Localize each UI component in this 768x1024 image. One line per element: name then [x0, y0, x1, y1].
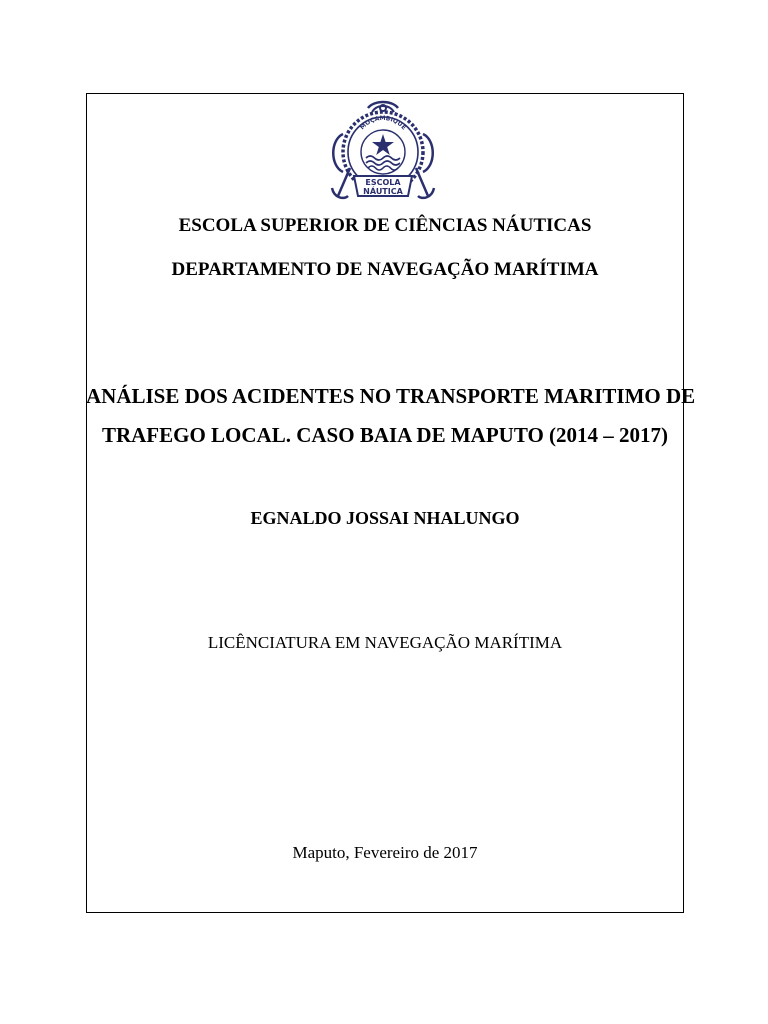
institution-name: ESCOLA SUPERIOR DE CIÊNCIAS NÁUTICAS [178, 215, 592, 236]
department-name: DEPARTAMENTO DE NAVEGAÇÃO MARÍTIMA [171, 259, 599, 280]
school-emblem-logo [324, 100, 442, 206]
place-and-date: Maputo, Fevereiro de 2017 [292, 843, 478, 862]
thesis-title-line-1: ANÁLISE DOS ACIDENTES NO TRANSPORTE MARITIMO DE [86, 384, 696, 408]
emblem-ribbon-line-2: NÁUTICA [363, 187, 403, 196]
degree-program: LICÊNCIATURA EM NAVEGAÇÃO MARÍTIMA [207, 633, 563, 652]
author-name: EGNALDO JOSSAI NHALUNGO [250, 508, 520, 528]
thesis-title-line-2: TRAFEGO LOCAL. CASO BAIA DE MAPUTO (2014 – 2017) [101, 423, 669, 447]
emblem-arc-text: MOÇAMBIQUE [358, 114, 408, 132]
emblem-ribbon-line-1: ESCOLA [365, 178, 401, 187]
